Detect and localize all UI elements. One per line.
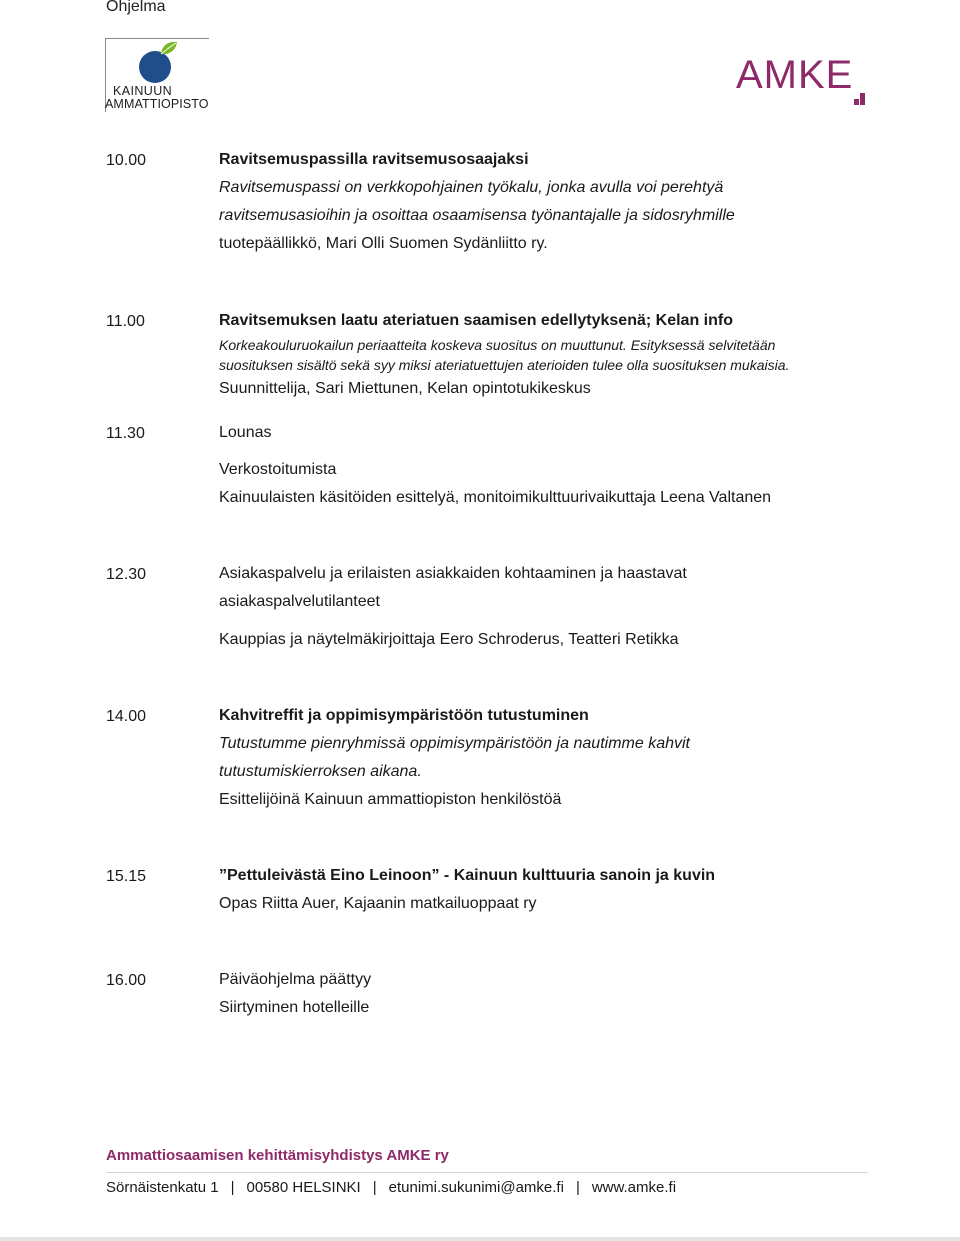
page-bottom-band <box>0 1237 960 1241</box>
entry-speaker: tuotepäällikkö, Mari Olli Suomen Sydänliitto ry. <box>219 235 548 252</box>
entry-description-line: suosituksen sisältö sekä syy miksi ateriatuettujen aterioiden tulee olla suosituksen mukaisia. <box>219 357 790 373</box>
logo-frame-top <box>105 38 209 39</box>
page-header-title: Ohjelma <box>106 0 166 15</box>
logo-bar-mark <box>860 93 865 105</box>
footer-organization: Ammattiosaamisen kehittämisyhdistys AMKE ry <box>106 1147 449 1164</box>
footer-divider <box>106 1172 868 1173</box>
footer-email-link[interactable]: etunimi.sukunimi@amke.fi <box>388 1179 564 1196</box>
entry-title: Ravitsemuksen laatu ateriatuen saamisen edellytyksenä; Kelan info <box>219 312 733 329</box>
entry-title: Kahvitreffit ja oppimisympäristöön tutustuminen <box>219 707 589 724</box>
entry-time: 10.00 <box>106 152 147 169</box>
entry-time: 12.30 <box>106 566 147 583</box>
entry-time: 11.00 <box>106 313 145 330</box>
entry-title: Lounas <box>219 424 272 441</box>
entry-speaker: Siirtyminen hotelleille <box>219 999 370 1016</box>
entry-time: 11.30 <box>106 425 145 442</box>
apple-leaf-icon <box>135 40 181 86</box>
entry-description-line: ravitsemusasioihin ja osoittaa osaamisensa työnantajalle ja sidosryhmille <box>219 207 735 224</box>
kainuun-ammattiopisto-logo <box>105 38 211 114</box>
entry-extra-line: Kainuulaisten käsitöiden esittelyä, monitoimikulttuurivaikuttaja Leena Valtanen <box>219 489 772 506</box>
entry-speaker: Kauppias ja näytelmäkirjoittaja Eero Schroderus, Teatteri Retikka <box>219 631 679 648</box>
logo-text-line2: AMMATTIOPISTO <box>105 97 209 111</box>
entry-title: Päiväohjelma päättyy <box>219 971 372 988</box>
footer-separator: | <box>230 1179 235 1196</box>
footer-postal: 00580 HELSINKI <box>246 1179 361 1196</box>
entry-title-line: asiakaspalvelutilanteet <box>219 593 380 610</box>
entry-description-line: Tutustumme pienryhmissä oppimisympäristöön ja nautimme kahvit <box>219 735 690 752</box>
entry-description-line: Ravitsemuspassi on verkkopohjainen työkalu, jonka avulla voi perehtyä <box>219 179 724 196</box>
amke-logo <box>736 55 868 111</box>
logo-text-line1: KAINUUN <box>113 84 173 98</box>
entry-title: ”Pettuleivästä Eino Leinoon” - Kainuun kulttuuria sanoin ja kuvin <box>219 867 716 884</box>
entry-title: Ravitsemuspassilla ravitsemusosaajaksi <box>219 151 529 168</box>
footer-contact-line <box>106 1179 676 1196</box>
entry-extra-line: Verkostoitumista <box>219 461 337 478</box>
entry-description-line: tutustumiskierroksen aikana. <box>219 763 422 780</box>
entry-title-line: Asiakaspalvelu ja erilaisten asiakkaiden kohtaaminen ja haastavat <box>219 565 687 582</box>
logo-bar-mark <box>854 99 859 105</box>
entry-time: 16.00 <box>106 972 147 989</box>
footer-separator: | <box>575 1179 580 1196</box>
entry-description-line: Korkeakouluruokailun periaatteita koskeva suositus on muuttunut. Esityksessä selvitetään <box>219 337 776 353</box>
entry-speaker: Esittelijöinä Kainuun ammattiopiston henkilöstöä <box>219 791 562 808</box>
amke-logo-text: AMKE <box>736 53 854 97</box>
entry-speaker: Suunnittelija, Sari Miettunen, Kelan opintotukikeskus <box>219 380 591 397</box>
entry-time: 15.15 <box>106 868 147 885</box>
footer-address: Sörnäistenkatu 1 <box>106 1179 219 1196</box>
entry-time: 14.00 <box>106 708 147 725</box>
footer-website-link[interactable]: www.amke.fi <box>591 1179 677 1196</box>
footer-separator: | <box>372 1179 377 1196</box>
entry-speaker: Opas Riitta Auer, Kajaanin matkailuoppaat ry <box>219 895 537 912</box>
